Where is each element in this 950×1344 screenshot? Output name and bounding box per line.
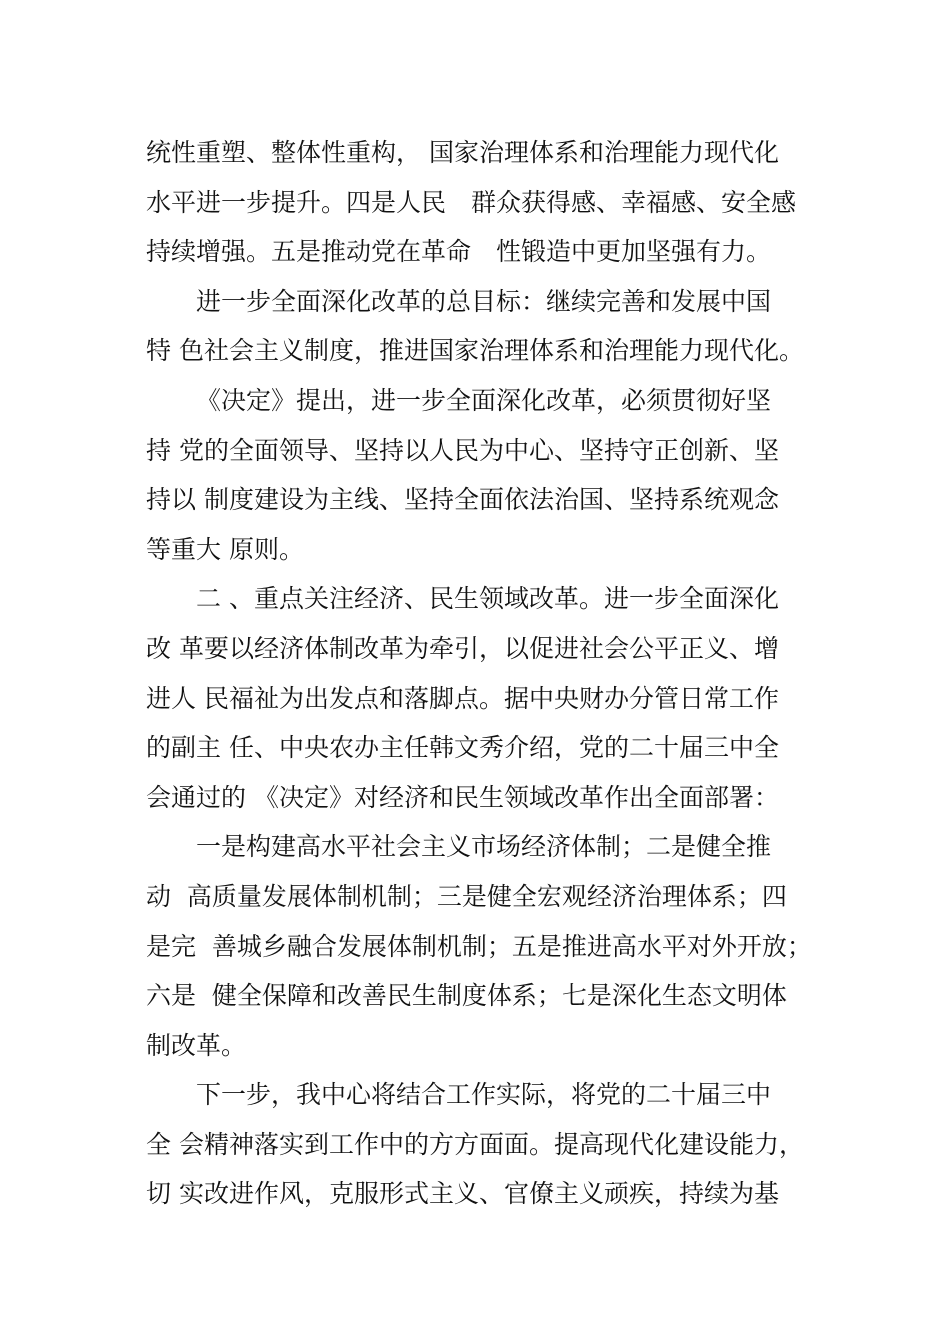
- text-line: 等重大 原则。: [146, 534, 304, 564]
- text-line: 全 会精神落实到工作中的方方面面。提高现代化建设能力，: [146, 1129, 804, 1159]
- paragraph: [146, 822, 846, 1070]
- text-line: 持 党的全面领导、坚持以人民为中心、坚持守正创新、坚: [146, 435, 779, 465]
- text-line: 会通过的 《决定》对经济和民生领域改革作出全面部署：: [146, 782, 779, 812]
- text-line: 改 革要以经济体制改革为牵引，以促进社会公平正义、增: [146, 633, 779, 663]
- text-line: 《决定》提出，进一步全面深化改革，必须贯彻好坚: [196, 385, 772, 415]
- document-body: [146, 128, 846, 1219]
- paragraph: [146, 376, 846, 574]
- text-line: 切 实改进作风，克服形式主义、官僚主义顽疾，持续为基: [146, 1179, 779, 1209]
- text-line: 动 高质量发展体制机制；三是健全宏观经济治理体系；四: [146, 881, 787, 911]
- paragraph: [146, 574, 846, 822]
- text-line: 制改革。: [146, 1030, 247, 1060]
- text-line: 六是 健全保障和改善民生制度体系；七是深化生态文明体: [146, 981, 787, 1011]
- text-line: 统性重塑、整体性重构， 国家治理体系和治理能力现代化: [146, 138, 779, 167]
- text-line: 二 、重点关注经济、民生领域改革。进一步全面深化: [196, 584, 779, 614]
- paragraph: [146, 1070, 846, 1219]
- text-line: 特 色社会主义制度，推进国家治理体系和治理能力现代化。: [146, 336, 804, 366]
- text-line: 持续增强。五是推动党在革命 性锻造中更加坚强有力。: [146, 237, 772, 267]
- paragraph: [146, 277, 846, 376]
- text-line: 是完 善城乡融合发展体制机制；五是推进高水平对外开放；: [146, 931, 812, 961]
- text-line: 的副主 任、中央农办主任韩文秀介绍，党的二十届三中全: [146, 733, 779, 763]
- text-line: 水平进一步提升。四是人民 群众获得感、幸福感、安全感: [146, 187, 797, 217]
- text-line: 一是构建高水平社会主义市场经济体制；二是健全推: [196, 832, 772, 862]
- text-line: 持以 制度建设为主线、坚持全面依法治国、坚持系统观念: [146, 485, 779, 515]
- text-line: 下一步，我中心将结合工作实际，将党的二十届三中: [196, 1080, 772, 1110]
- text-line: 进一步全面深化改革的总目标：继续完善和发展中国: [196, 286, 772, 316]
- paragraph: [146, 128, 846, 277]
- text-line: 进人 民福祉为出发点和落脚点。据中央财办分管日常工作: [146, 683, 779, 713]
